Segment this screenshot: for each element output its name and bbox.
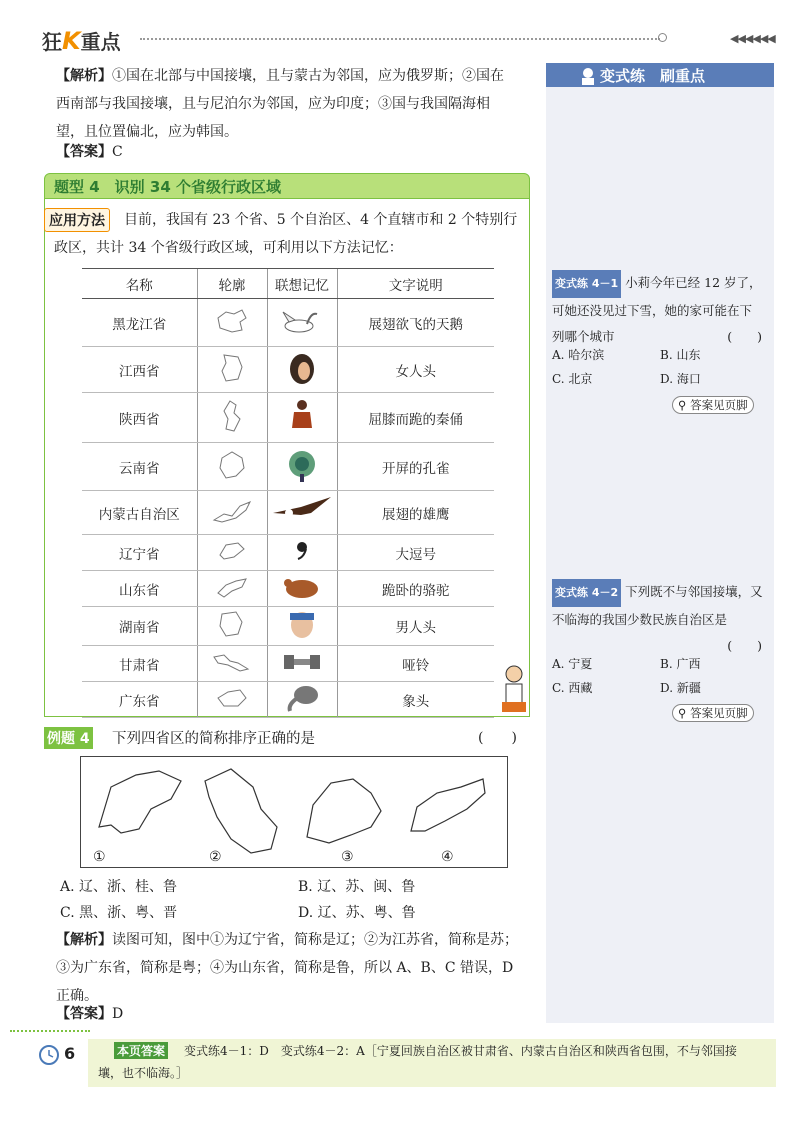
logo-part: 重点 [80,30,121,54]
province-name: 辽宁省 [82,535,197,571]
province-outline-icon [197,646,267,682]
table-row [82,347,494,393]
swan-icon [267,299,337,347]
answer-label: 【答案】 [56,1006,112,1022]
page-number: 6 [64,1044,76,1063]
ex2-option-b: B. 广西 [660,657,701,671]
option-c: C. 黑、浙、粤、晋 [60,905,178,921]
brand-logo [42,26,121,55]
eagle-icon [267,491,337,535]
cartoon-figure-icon [496,664,530,718]
analysis-text: 望，且位置偏北，应为韩国。 [56,124,238,140]
exercise-text: 可她还没见过下雪，她的家可能在下 [552,303,753,318]
example-tag: 例题 4 [44,727,93,749]
exercise-4-2 [552,579,770,659]
right-panel-title: 变式练 刷重点 [600,67,706,85]
ex1-option-c: C. 北京 [552,372,593,386]
option-b: B. 辽、苏、闽、鲁 [298,879,416,895]
exercise-tag: 变式练 4－1 [552,270,621,298]
analysis-text: 西南部与我国接壤，且与尼泊尔为邻国，应为印度；③国与我国隔海相 [56,96,490,112]
ex2-option-d: D. 新疆 [660,681,701,695]
table-row [82,443,494,491]
exercise-4-1 [552,270,770,350]
man-head-icon [267,607,337,646]
see-answer-text: 答案见页脚 [690,706,748,720]
header-divider [140,38,660,40]
map-label: ② [209,849,222,865]
camel-icon [267,571,337,607]
province-name: 湖南省 [82,607,197,646]
method-label: 应用方法 [44,208,110,232]
example-analysis [56,926,530,1010]
see-answer-badge[interactable] [672,704,754,722]
province-name: 山东省 [82,571,197,607]
province-outline-icon [197,607,267,646]
option-a: A. 辽、浙、桂、鲁 [60,879,178,895]
kneeling-warrior-icon [267,393,337,443]
province-name: 甘肃省 [82,646,197,682]
exercise-blank: ( ) [727,638,762,653]
exercise-blank: ( ) [727,329,762,344]
map-label: ④ [441,849,454,865]
province-outline-icon [197,682,267,718]
province-name: 黑龙江省 [82,299,197,347]
map-label: ③ [341,849,354,865]
table-row [82,607,494,646]
exercise-tag: 变式练 4－2 [552,579,621,607]
method-text-2: 政区，共计 34 个省级行政区域，可利用以下方法记忆： [54,240,403,256]
table-header: 名称 [82,269,197,299]
province-outline-icon [197,299,267,347]
example-answer [56,1000,123,1028]
method-text-1: 目前，我国有 23 个省、5 个自治区、4 个直辖市和 2 个特别行 [124,212,518,228]
table-row [82,491,494,535]
analysis-text: ①国在北部与中国接壤，且与蒙古为邻国，应为俄罗斯；②国在 [112,68,504,84]
header-arrows-icon: ◀◀◀◀◀◀ [730,32,775,45]
peacock-icon [267,443,337,491]
clock-icon [38,1044,60,1070]
exercise-text: 不临海的我国少数民族自治区是 [552,612,728,627]
table-row [82,571,494,607]
province-desc: 屈膝而跪的秦俑 [337,393,494,443]
province-desc: 开屏的孔雀 [337,443,494,491]
exercise-text: 列哪个城市 [552,329,615,344]
ex2-option-c: C. 西藏 [552,681,593,695]
intro-analysis [56,62,526,146]
key-icon: ⚲ [678,398,687,412]
province-outline-icon [197,347,267,393]
province-outline-icon [197,443,267,491]
province-desc: 展翅欲飞的天鹅 [337,299,494,347]
comma-icon [267,535,337,571]
province-desc: 哑铃 [337,646,494,682]
ex2-option-a: A. 宁夏 [552,657,593,671]
province-table [82,268,494,718]
answer-label: 【答案】 [56,144,112,160]
example-blank: ( ) [478,730,517,746]
table-header: 联想记忆 [267,269,337,299]
dumbbell-icon [267,646,337,682]
province-desc: 展翅的雄鹰 [337,491,494,535]
example-question: 下列四省区的简称排序正确的是 [112,731,315,747]
analysis-text: ③为广东省，简称是粤；④为山东省，简称是鲁，所以 A、B、C 错误，D [56,960,514,976]
example-map-figure [80,756,508,868]
section-title: 题型 4 识别 34 个省级行政区域 [54,178,281,196]
table-header: 文字说明 [337,269,494,299]
footer-divider [10,1030,90,1032]
analysis-label: 【解析】 [56,932,112,948]
exercise-text: 小莉今年已经 12 岁了， [625,275,762,290]
province-name: 内蒙古自治区 [82,491,197,535]
table-row [82,299,494,347]
answer-value: C [112,144,123,160]
table-row [82,646,494,682]
province-outline-icon [197,393,267,443]
footer-answer-line-2: 壤，也不临海。］ [98,1066,189,1080]
see-answer-text: 答案见页脚 [690,398,748,412]
province-name: 江西省 [82,347,197,393]
ex1-option-d: D. 海口 [660,372,701,386]
answer-value: D [112,1006,124,1022]
footer-answer-tag: 本页答案 [114,1042,168,1059]
logo-k: K [62,27,81,55]
key-icon: ⚲ [678,706,687,720]
analysis-text: 正确。 [56,988,98,1004]
table-row [82,535,494,571]
ex1-option-b: B. 山东 [660,348,701,362]
elephant-head-icon [267,682,337,718]
province-desc: 男人头 [337,607,494,646]
option-d: D. 辽、苏、粤、鲁 [298,905,416,921]
footer-answer-line-1: 变式练4－1：D 变式练4－2：A［宁夏回族自治区被甘肃省、内蒙古自治区和陕西省包围，不与邻国接 [184,1044,737,1058]
table-row [82,393,494,443]
intro-answer [56,138,123,166]
reading-figure-icon [578,66,598,90]
logo-part: 狂 [42,30,62,54]
see-answer-badge[interactable] [672,396,754,414]
province-desc: 女人头 [337,347,494,393]
province-outline-icon [197,491,267,535]
province-name: 陕西省 [82,393,197,443]
province-desc: 象头 [337,682,494,718]
province-name: 云南省 [82,443,197,491]
exercise-text: 下列既不与邻国接壤，又 [625,584,763,599]
woman-head-icon [267,347,337,393]
table-row [82,682,494,718]
table-header: 轮廓 [197,269,267,299]
province-desc: 跪卧的骆驼 [337,571,494,607]
analysis-text: 读图可知，图中①为辽宁省，简称是辽；②为江苏省，简称是苏； [112,932,518,948]
ex1-option-a: A. 哈尔滨 [552,348,605,362]
map-label: ① [93,849,106,865]
right-panel [546,63,774,1023]
analysis-label: 【解析】 [56,68,112,84]
table-header-row [82,269,494,299]
province-name: 广东省 [82,682,197,718]
province-desc: 大逗号 [337,535,494,571]
header-circle [658,33,667,42]
province-outline-icon [197,535,267,571]
province-outline-icon [197,571,267,607]
